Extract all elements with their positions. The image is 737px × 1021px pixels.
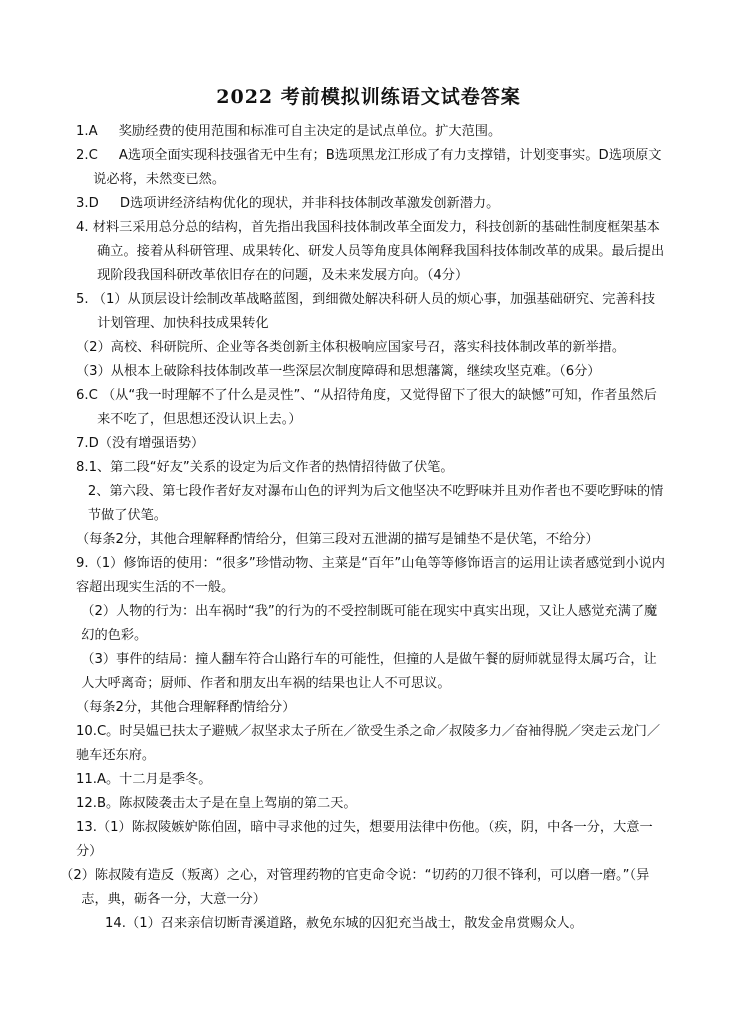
answer-5-1: 5. （1）从顶层设计绘制改革战略蓝图，到细微处解决科研人员的烦心事，加强基础研究、完善科技计划管理、加快科技成果转化 (76, 292, 656, 331)
answer-3 (76, 192, 666, 216)
answer-12: 12.B。陈叔陵袭击太子是在皇上驾崩的第二天。 (76, 796, 357, 811)
answer-13-1: 13.（1）陈叔陵嫉妒陈伯固，暗中寻求他的过失，想要用法律中伤他。（疾，阴，中各一分，大意一分） (76, 820, 653, 859)
answer-4: 4. 材料三采用总分总的结构，首先指出我国科技体制改革全面发力，科技创新的基础性制度框架基本确立。接着从科研管理、成果转化、研发人员等角度具体阐释我国科技体制改革的成果。最后提出现阶段我国科研改革依旧存在的问题，及未来发展方向。（4分） (76, 220, 665, 283)
answer-number: 1.A (76, 124, 98, 139)
answer-9-1: 9.（1）修饰语的使用：“很多”珍惜动物、主菜是“百年”山龟等等修饰语言的运用让读者感觉到小说内容超出现实生活的不一般。 (76, 556, 665, 595)
answer-text: A选项全面实现科技强省无中生有；B选项黑龙江形成了有力支撑错，计划变事实。D选项原文说必将，未然变已然。 (93, 148, 662, 187)
answer-7: 7.D（没有增强语势） (76, 436, 205, 451)
answer-8-2: 2、第六段、第七段作者好友对瀑布山色的评判为后文他坚决不吃野味并且劝作者也不要吃野味的情节做了伏笔。 (87, 484, 664, 523)
answer-2 (76, 144, 666, 192)
answer-number: 3.D (76, 196, 99, 211)
answer-text: D选项讲经济结构优化的现状，并非科技体制改革激发创新潜力。 (119, 196, 500, 211)
answer-8-1: 8.1、第二段“好友”关系的设定为后文作者的热情招待做了伏笔。 (76, 460, 454, 475)
answer-13-2: （2）陈叔陵有造反（叛离）之心，对管理药物的官吏命令说：“切药的刀很不锋利，可以磨一磨。”（异志，典，砺各一分，大意一分） (60, 868, 650, 907)
answer-6: 6.C （从“我一时理解不了什么是灵性”、“从招待角度，又觉得留下了很大的缺憾”可知，作者虽然后来不吃了，但思想还没认识上去。） (76, 388, 657, 427)
answer-9-3: （3）事件的结局：撞人翻车符合山路行车的可能性，但撞的人是做午餐的厨师就显得太属巧合，让人大呼离奇；厨师、作者和朋友出车祸的结果也让人不可思议。 (81, 652, 657, 691)
answer-5-3: （3）从根本上破除科技体制改革一些深层次制度障碍和思想藩篱，继续攻坚克难。（6分） (76, 364, 601, 379)
answer-10: 10.C。时吴媪已扶太子避贼／叔坚求太子所在／欲受生杀之命／叔陵多力／奋袖得脱／突走云龙门／驰车还东府。 (76, 724, 661, 763)
answer-number: 2.C (76, 148, 98, 163)
answer-9-2: （2）人物的行为：出车祸时“我”的行为的不受控制既可能在现实中真实出现，又让人感觉充满了魔幻的色彩。 (81, 604, 658, 643)
answer-5-2: （2）高校、科研院所、企业等各类创新主体积极响应国家号召，落实科技体制改革的新举措。 (76, 340, 626, 355)
answer-text: 奖励经费的使用范围和标准可自主决定的是试点单位。扩大范围。 (118, 124, 502, 139)
answer-1 (76, 120, 666, 144)
answer-14-1: 14.（1）召来亲信切断青溪道路，赦免东城的囚犯充当战士，散发金帛赏赐众人。 (105, 916, 583, 931)
answer-list (60, 120, 666, 936)
page-title: 2022 考前模拟训练语文试卷答案 (216, 86, 521, 108)
answer-9-note: （每条2分，其他合理解释酌情给分） (76, 700, 296, 715)
answer-11: 11.A。十二月是季冬。 (76, 772, 212, 787)
answer-8-note: （每条2分，其他合理解释酌情给分，但第三段对五泄湖的描写是铺垫不是伏笔，不给分） (76, 532, 599, 547)
